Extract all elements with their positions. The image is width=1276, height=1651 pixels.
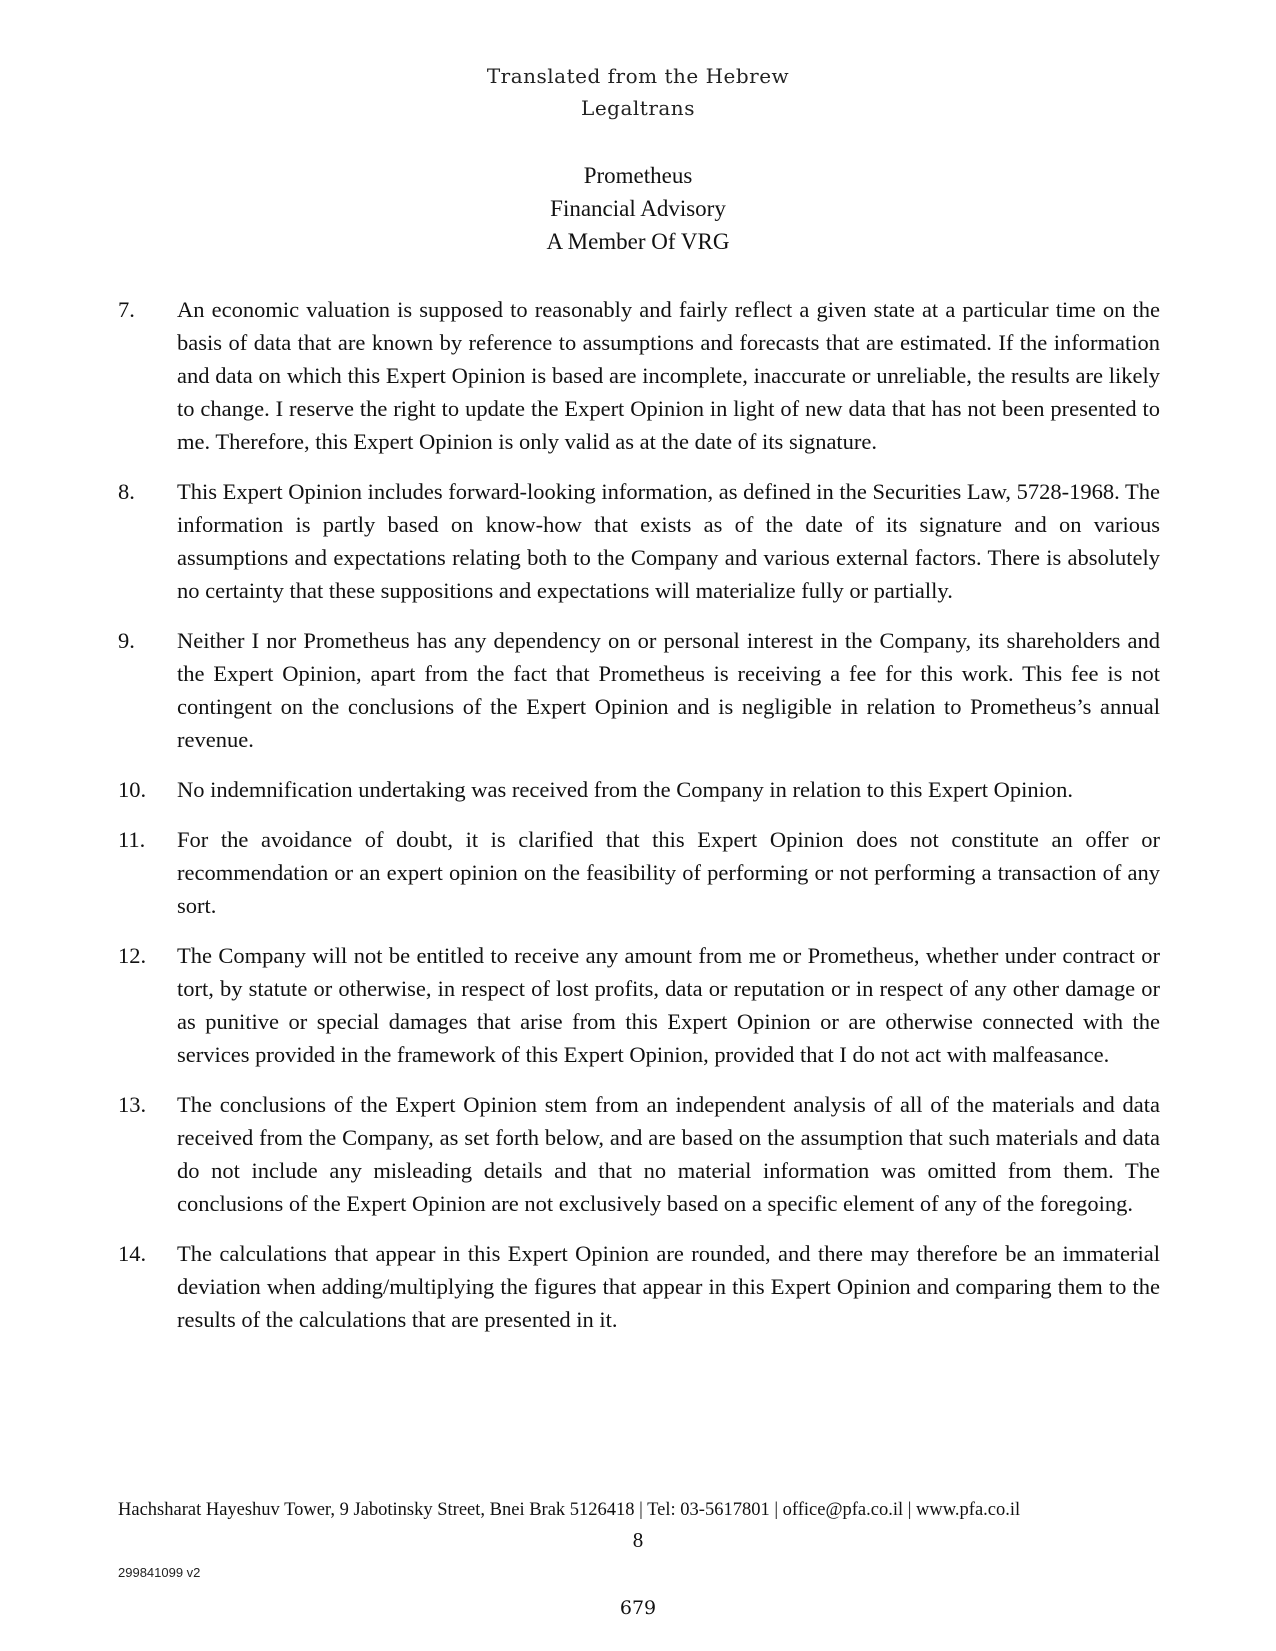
- clause-10: [118, 773, 1160, 806]
- clause-number: 9.: [118, 628, 135, 653]
- clause-text: The conclusions of the Expert Opinion stem from an independent analysis of all of the materials and data received from the Company, as set forth below, and are based on the assumption that such materials and data do not include any misleading details and that no material information was omitted from them. The conclusions of the Expert Opinion are not exclusively based on a specific element of any of the foregoing.: [177, 1092, 1160, 1216]
- firm-name: Prometheus: [583, 163, 693, 188]
- clause-text: This Expert Opinion includes forward-looking information, as defined in the Securities Law, 5728-1968. The information is partly based on know-how that exists as of the date of its signature and on various assumptions and expectations relating both to the Company and various external factors. There is absolutely no certainty that these suppositions and expectations will materialize fully or partially.: [177, 479, 1160, 603]
- clause-7: [118, 293, 1160, 458]
- clause-text: Neither I nor Prometheus has any dependency on or personal interest in the Company, its shareholders and the Expert Opinion, apart from the fact that Prometheus is receiving a fee for this work. This fee is not contingent on the conclusions of the Expert Opinion and is negligible in relation to Prometheus’s annual revenue.: [177, 628, 1160, 752]
- page-number: 8: [632, 1528, 644, 1552]
- document-id: 299841099 v2: [118, 1565, 201, 1580]
- clause-number: 14.: [118, 1241, 147, 1266]
- firm-membership: A Member Of VRG: [546, 229, 730, 254]
- clause-12: [118, 939, 1160, 1071]
- clause-14: [118, 1237, 1160, 1336]
- clause-text: The calculations that appear in this Expert Opinion are rounded, and there may therefore be an immaterial deviation when adding/multiplying the figures that appear in this Expert Opinion and comparing them to the results of the calculations that are presented in it.: [177, 1241, 1160, 1332]
- clause-text: For the avoidance of doubt, it is clarified that this Expert Opinion does not constitute an offer or recommendation or an expert opinion on the feasibility of performing or not performing a transaction of any sort.: [177, 827, 1160, 918]
- clause-text: An economic valuation is supposed to reasonably and fairly reflect a given state at a particular time on the basis of data that are known by reference to assumptions and forecasts that are estimated. If the information and data on which this Expert Opinion is based are incomplete, inaccurate or unreliable, the results are likely to change. I reserve the right to update the Expert Opinion in light of new data that has not been presented to me. Therefore, this Expert Opinion is only valid as at the date of its signature.: [177, 297, 1160, 454]
- clause-number: 10.: [118, 777, 147, 802]
- clause-number: 13.: [118, 1092, 147, 1117]
- firm-subtitle: Financial Advisory: [550, 196, 726, 221]
- clause-number: 8.: [118, 479, 135, 504]
- clause-number: 7.: [118, 297, 135, 322]
- clause-text: No indemnification undertaking was received from the Company in relation to this Expert Opinion.: [177, 777, 1074, 802]
- clause-13: [118, 1088, 1160, 1220]
- clause-11: [118, 823, 1160, 922]
- clause-8: [118, 475, 1160, 607]
- clause-number: 12.: [118, 943, 147, 968]
- numbered-clauses: [118, 293, 1160, 1353]
- translator-name: Legaltrans: [581, 96, 695, 120]
- clause-number: 11.: [118, 827, 146, 852]
- translation-note: Translated from the Hebrew: [486, 64, 790, 88]
- clause-text: The Company will not be entitled to receive any amount from me or Prometheus, whether under contract or tort, by statute or otherwise, in respect of lost profits, data or reputation or in respect of any other damage or as punitive or special damages that arise from this Expert Opinion or are otherwise connected with the services provided in the framework of this Expert Opinion, provided that I do not act with malfeasance.: [177, 943, 1160, 1067]
- stamp-number: 679: [619, 1597, 657, 1619]
- clause-9: [118, 624, 1160, 756]
- footer-address: Hachsharat Hayeshuv Tower, 9 Jabotinsky Street, Bnei Brak 5126418 | Tel: 03-5617801 | office@pfa.co.il | www.pfa.co.il: [118, 1500, 1021, 1520]
